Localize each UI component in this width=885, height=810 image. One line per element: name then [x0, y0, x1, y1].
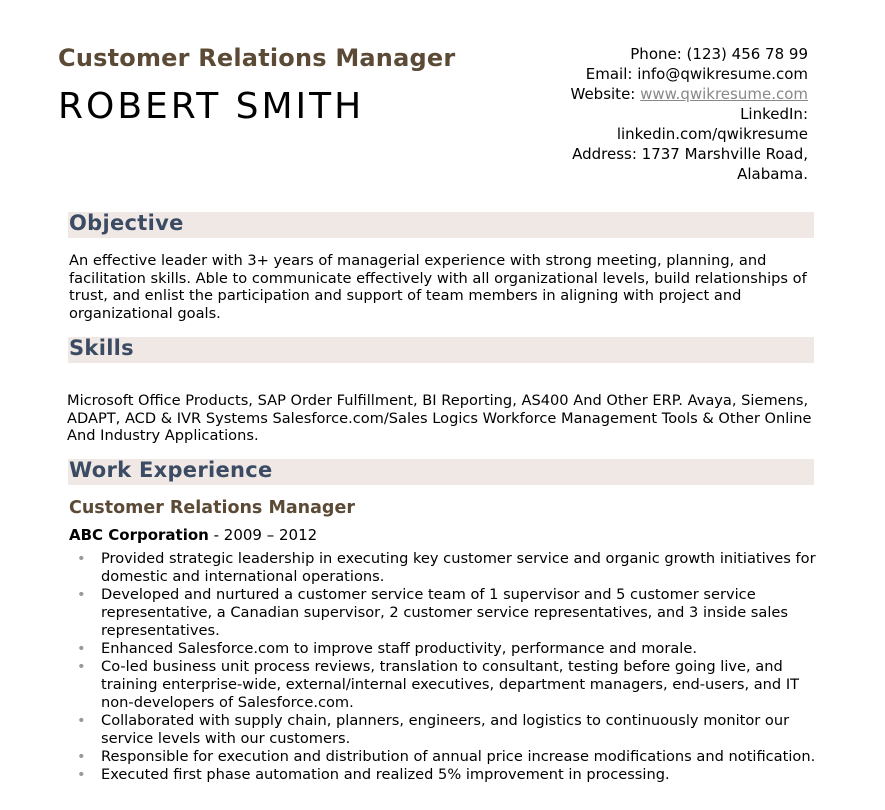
duty-item: [77, 712, 821, 748]
objective-section-bar: [68, 212, 814, 238]
duty-item: [77, 766, 821, 784]
skills-heading: Skills: [69, 336, 134, 360]
contact-phone: Phone: (123) 456 78 99: [630, 45, 808, 63]
duty-item: [77, 748, 821, 766]
skills-text: Microsoft Office Products, SAP Order Fulfillment, BI Reporting, AS400 And Other ERP. Avaya, Siemens, ADAPT, ACD & IVR Systems Salesforce.com/Sales Logics Workforce Management Tools & Other Online And Industry Applications.: [67, 392, 812, 445]
bullet-icon: •: [77, 640, 86, 657]
duty-item: [77, 550, 821, 586]
bullet-icon: •: [77, 658, 86, 675]
duty-text: Executed first phase automation and realized 5% improvement in processing.: [101, 766, 670, 783]
duty-text: Enhanced Salesforce.com to improve staff productivity, performance and morale.: [101, 640, 697, 657]
duty-item: [77, 640, 821, 658]
duty-item: [77, 658, 821, 712]
contact-linkedin-label: LinkedIn:: [740, 105, 808, 123]
candidate-name: ROBERT SMITH: [58, 86, 365, 127]
contact-block: [528, 44, 808, 184]
contact-website: [528, 84, 808, 104]
experience-heading: Work Experience: [69, 458, 273, 482]
experience-section-bar: [68, 459, 814, 485]
contact-address-line1: Address: 1737 Marshville Road,: [572, 145, 808, 163]
company-line: [69, 526, 317, 544]
bullet-icon: •: [77, 748, 86, 765]
skills-section-bar: [68, 337, 814, 363]
duty-text: Collaborated with supply chain, planners, engineers, and logistics to continuously monitor our service levels with our customers.: [101, 712, 790, 747]
bullet-icon: •: [77, 766, 86, 783]
bullet-icon: •: [77, 586, 86, 603]
objective-text: An effective leader with 3+ years of managerial experience with strong meeting, planning, and facilitation skills. Able to communicate effectively with all organizational levels, build relationships of trust, and enlist the participation and support of team members in aligning with project and organizational goals.: [69, 252, 807, 322]
duty-text: Developed and nurtured a customer service team of 1 supervisor and 5 customer service representative, a Canadian supervisor, 2 customer service representatives, and 3 inside sales representatives.: [101, 586, 788, 639]
job-title: Customer Relations Manager: [58, 44, 456, 72]
duty-item: [77, 586, 821, 640]
duties-list: [77, 550, 821, 784]
website-label: Website:: [570, 85, 641, 103]
duty-text: Co-led business unit process reviews, translation to consultant, testing before going live, and training enterprise-wide, external/internal executives, department managers, end-users, and IT non-developers of Salesforce.com.: [101, 658, 800, 711]
website-link[interactable]: www.qwikresume.com: [640, 85, 808, 103]
contact-linkedin-url: linkedin.com/qwikresume: [616, 125, 808, 143]
duty-text: Responsible for execution and distribution of annual price increase modifications and notification.: [101, 748, 816, 765]
company-name: ABC Corporation: [69, 526, 209, 544]
duty-text: Provided strategic leadership in executing key customer service and organic growth initiatives for domestic and international operations.: [101, 550, 816, 585]
objective-heading: Objective: [69, 211, 184, 235]
role-title: Customer Relations Manager: [69, 498, 355, 518]
bullet-icon: •: [77, 550, 86, 567]
bullet-icon: •: [77, 712, 86, 729]
employment-dates: - 2009 – 2012: [208, 526, 318, 544]
contact-address-line2: Alabama.: [737, 165, 808, 183]
contact-email: Email: info@qwikresume.com: [585, 65, 808, 83]
